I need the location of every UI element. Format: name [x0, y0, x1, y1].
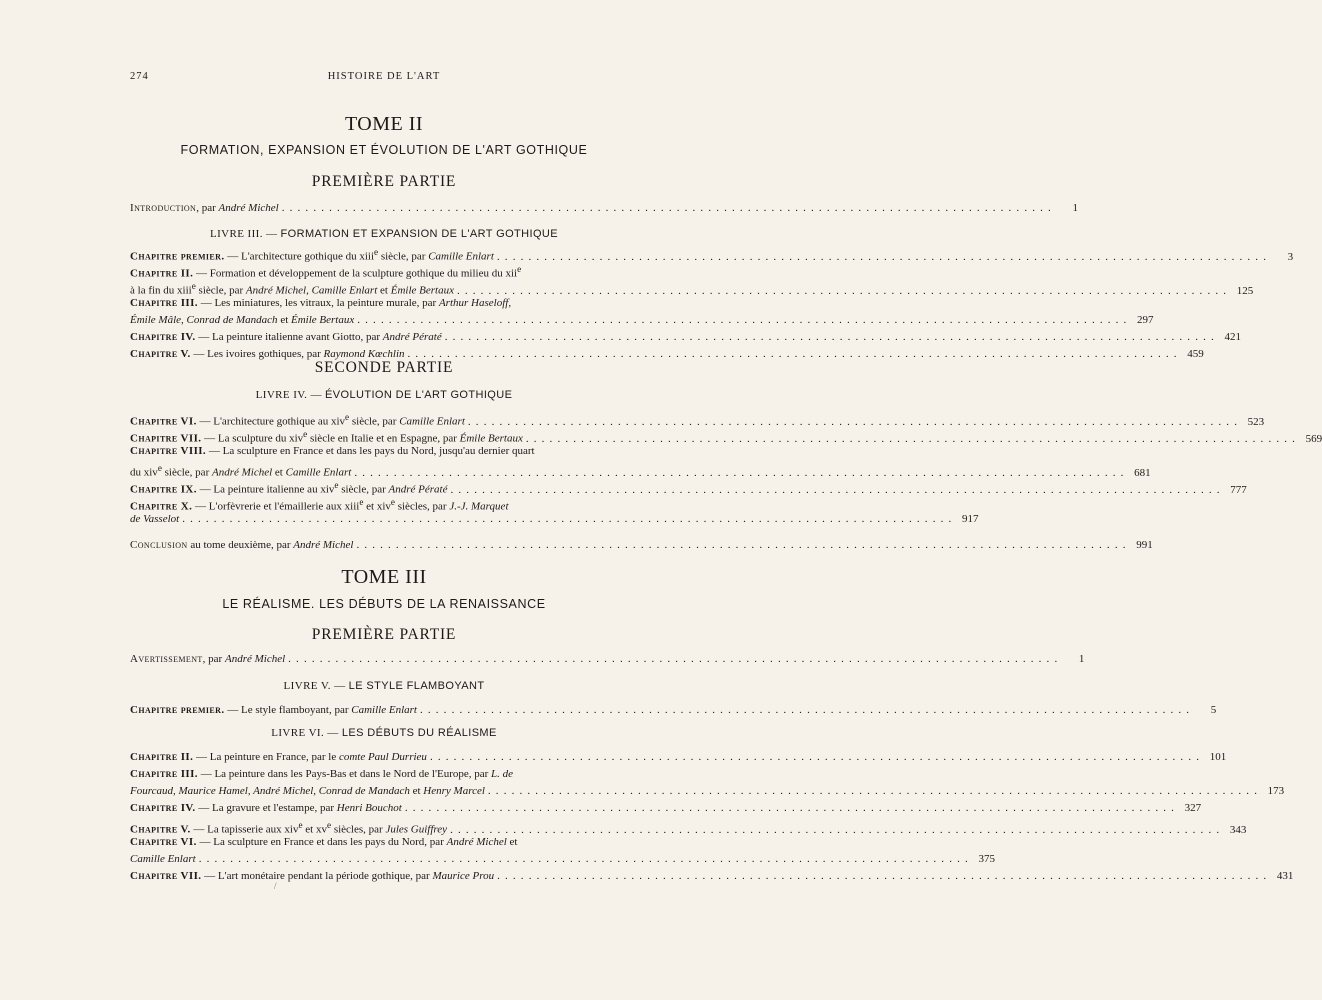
entry-label: Chapitre II.	[130, 751, 194, 763]
entry-page: 991	[1136, 539, 1153, 551]
leader-dots	[402, 800, 1175, 817]
tome2-partie2-heading: SECONDE PARTIE	[314, 359, 454, 376]
tome2-partie1-heading: PREMIÈRE PARTIE	[311, 173, 457, 190]
entry-page: 569	[1305, 432, 1322, 445]
livre-number: LIVRE VI. —	[271, 727, 342, 739]
entry-author: J.-J. Marquet	[449, 500, 509, 513]
entry-author: Arthur Haseloff,	[438, 297, 512, 309]
entry-text: et xiv	[363, 500, 391, 513]
tome3-partie1-heading: PREMIÈRE PARTIE	[311, 626, 457, 643]
leader-dots	[285, 651, 1058, 668]
entry-author: Camille Enlart	[351, 704, 417, 716]
livre-number: LIVRE III. —	[209, 228, 281, 240]
entry-text: et	[277, 314, 292, 326]
entry-page: 101	[1209, 751, 1227, 763]
toc-entry-t3-ch2	[130, 749, 1227, 766]
tome2-title: TOME II	[344, 113, 424, 135]
entry-text: et xv	[302, 823, 327, 836]
entry-text: et	[272, 466, 286, 479]
entry-author: Henri Bouchot	[336, 802, 402, 814]
livre5-heading	[130, 680, 638, 692]
entry-label: Chapitre V.	[130, 823, 191, 836]
entry-author: Raymond Kœchlin	[323, 348, 405, 360]
entry-author: Camille Enlart	[130, 853, 196, 865]
entry-text: et	[409, 785, 424, 797]
entry-text: — Formation et développement de la sculpture gothique du milieu du xii	[193, 267, 518, 280]
entry-author: Jules Guiffrey	[385, 823, 448, 836]
running-title: HISTOIRE DE L'ART	[327, 71, 441, 82]
livre6-heading	[130, 727, 638, 739]
entry-author: Camille Enlart	[428, 250, 494, 263]
entry-text: siècles, par	[394, 500, 450, 513]
entry-author: Émile Bertaux	[291, 314, 355, 326]
toc-entry-t3-ch3	[130, 766, 1285, 800]
entry-text: — La sculpture en France et dans les pays du Nord, par	[196, 836, 447, 848]
entry-label: Chapitre VII.	[130, 432, 202, 445]
superscript: e	[298, 820, 303, 830]
entry-author: Maurice Prou	[432, 870, 495, 882]
entry-label: Chapitre IV.	[130, 802, 196, 814]
entry-page: 3	[1287, 250, 1294, 263]
entry-label: Chapitre X.	[130, 500, 193, 513]
entry-text: — L'architecture gothique au xiv	[196, 415, 346, 428]
leader-dots	[494, 868, 1267, 885]
entry-text: , par	[202, 653, 225, 665]
toc-entry-avertissement	[130, 651, 1085, 668]
entry-author: Émile Mâle, Conrad de Mandach	[130, 314, 278, 326]
livre-title: ÉVOLUTION DE L'ART GOTHIQUE	[325, 389, 513, 401]
entry-text: — L'art monétaire pendant la période gothique, par	[201, 870, 433, 882]
entry-author: André Michel	[293, 539, 354, 551]
leader-dots	[485, 783, 1258, 800]
entry-page: 327	[1184, 802, 1202, 814]
entry-page: 5	[1210, 704, 1217, 716]
entry-label: Chapitre premier.	[130, 250, 225, 263]
entry-author: André Michel	[224, 653, 286, 665]
entry-author: André Michel	[218, 202, 279, 214]
entry-text: siècle, par	[349, 415, 400, 428]
entry-text: — La peinture italienne au xiv	[196, 483, 335, 496]
livre-title: LES DÉBUTS DU RÉALISME	[341, 727, 497, 739]
entry-text: — La sculpture du xiv	[201, 432, 304, 445]
entry-text: — La sculpture en France et dans les pays du Nord, jusqu'au dernier quart	[206, 445, 535, 457]
tome3-subtitle: LE RÉALISME. LES DÉBUTS DE LA RENAISSANCE	[222, 597, 546, 611]
entry-author: André Michel, Camille Enlart	[245, 284, 378, 297]
livre-title: FORMATION ET EXPANSION DE L'ART GOTHIQUE	[280, 228, 559, 240]
entry-author: André Michel	[211, 466, 273, 479]
entry-page: 1	[1078, 653, 1085, 665]
entry-label: Chapitre VI.	[130, 836, 197, 848]
entry-label: Chapitre IV.	[130, 331, 196, 343]
superscript: e	[334, 480, 339, 490]
entry-text: — Le style flamboyant, par	[224, 704, 352, 716]
entry-text: du xiv	[130, 466, 158, 479]
livre3-heading	[130, 228, 638, 240]
toc-entry-t3-ch4	[130, 800, 1202, 817]
toc-entry-t2-ch1	[130, 244, 1294, 263]
entry-text: — Les ivoires gothiques, par	[190, 348, 324, 360]
stray-mark: /	[274, 881, 277, 891]
toc-entry-t3-ch6	[130, 834, 995, 868]
livre-title: LE STYLE FLAMBOYANT	[348, 680, 485, 692]
leader-dots	[196, 851, 969, 868]
entry-author: Camille Enlart	[399, 415, 465, 428]
leader-dots	[353, 537, 1126, 554]
running-head	[130, 71, 638, 85]
toc-entry-t2-ch7	[130, 426, 1322, 445]
toc-entry-conclusion	[130, 537, 1153, 554]
toc-entry-t2-ch8	[130, 443, 1151, 479]
entry-page: 777	[1230, 483, 1247, 496]
superscript: e	[327, 820, 332, 830]
entry-text: — La tapisserie aux xiv	[190, 823, 299, 836]
entry-label: Chapitre VI.	[130, 415, 197, 428]
entry-text: siècle, par	[195, 284, 246, 297]
entry-label: Chapitre premier.	[130, 704, 225, 716]
entry-text: — La peinture dans les Pays-Bas et dans le Nord de l'Europe, par	[197, 768, 492, 780]
livre-number: LIVRE V. —	[283, 680, 349, 692]
entry-author: André Michel	[446, 836, 507, 848]
entry-author: de Vasselot	[130, 513, 180, 525]
entry-author: Fourcaud, Maurice Hamel, André Michel, Conrad de Mandach	[130, 785, 410, 797]
entry-page: 375	[978, 853, 995, 865]
entry-author: Émile Bertaux	[459, 432, 523, 445]
entry-page: 431	[1276, 870, 1294, 882]
entry-page: 917	[961, 513, 979, 525]
entry-text: — L'orfèvrerie et l'émaillerie aux xiii	[192, 500, 360, 513]
entry-page: 421	[1224, 331, 1241, 343]
entry-label: Chapitre VII.	[130, 870, 202, 882]
entry-author: André Pératé	[382, 331, 442, 343]
tome3-title: TOME III	[341, 566, 427, 588]
entry-author: Émile Bertaux	[390, 284, 454, 297]
toc-entry-t2-ch3	[130, 295, 1154, 329]
toc-entry-t3-ch5	[130, 817, 1247, 836]
leader-dots	[179, 511, 952, 528]
superscript: e	[517, 264, 522, 274]
entry-page: 173	[1267, 785, 1285, 797]
tome2-subtitle: FORMATION, EXPANSION ET ÉVOLUTION DE L'ART GOTHIQUE	[180, 143, 588, 157]
leader-dots	[427, 749, 1200, 766]
entry-text: au tome deuxième, par	[187, 539, 294, 551]
entry-text: — L'architecture gothique du xiii	[224, 250, 375, 263]
entry-text: — La gravure et l'estampe, par	[195, 802, 337, 814]
entry-author: Camille Enlart	[285, 466, 352, 479]
entry-label: Chapitre III.	[130, 297, 198, 309]
superscript: e	[345, 412, 350, 422]
superscript: e	[303, 429, 308, 439]
entry-label: Chapitre V.	[130, 348, 191, 360]
entry-author: L. de	[491, 768, 514, 780]
superscript: e	[374, 247, 379, 257]
entry-page: 1	[1072, 202, 1078, 214]
superscript: e	[390, 497, 395, 507]
entry-label: Introduction	[130, 202, 197, 214]
entry-text: et	[506, 836, 518, 848]
entry-text: — Les miniatures, les vitraux, la peinture murale, par	[197, 297, 439, 309]
toc-entry-t2-ch10	[130, 494, 979, 528]
toc-entry-t2-ch4	[130, 329, 1241, 346]
entry-page: 681	[1134, 466, 1151, 479]
toc-entry-t2-ch6	[130, 409, 1265, 428]
entry-label: Chapitre VIII.	[130, 445, 207, 457]
entry-text: et	[377, 284, 391, 297]
entry-text: siècle, par	[378, 250, 429, 263]
entry-text: — La peinture en France, par le	[193, 751, 339, 763]
livre-number: LIVRE IV. —	[255, 389, 326, 401]
entry-page: 523	[1247, 415, 1265, 428]
entry-label: Conclusion	[130, 539, 188, 551]
entry-label: Chapitre IX.	[130, 483, 197, 496]
entry-author: comte Paul Durrieu	[338, 751, 427, 763]
leader-dots	[417, 702, 1190, 719]
entry-label: Chapitre II.	[130, 267, 194, 280]
entry-page: 125	[1236, 284, 1254, 297]
toc-entry-t3-ch1	[130, 702, 1217, 719]
entry-page: 343	[1229, 823, 1247, 836]
leader-dots	[354, 312, 1127, 329]
entry-page: 459	[1187, 348, 1204, 360]
page-number: 274	[130, 71, 149, 82]
entry-text: — La peinture italienne avant Giotto, par	[195, 331, 383, 343]
toc-entry-introduction	[130, 200, 1078, 217]
entry-author: Henry Marcel	[423, 785, 485, 797]
superscript: e	[359, 497, 364, 507]
livre4-heading	[130, 389, 638, 401]
entry-text: , par	[196, 202, 219, 214]
entry-author: André Pératé	[388, 483, 448, 496]
entry-text: siècle, par	[338, 483, 389, 496]
leader-dots	[442, 329, 1215, 346]
superscript: e	[157, 463, 162, 473]
entry-text: siècle, par	[161, 466, 212, 479]
entry-text: siècle en Italie et en Espagne, par	[307, 432, 460, 445]
entry-label: Chapitre III.	[130, 768, 198, 780]
entry-text: siècles, par	[331, 823, 386, 836]
entry-page: 297	[1137, 314, 1154, 326]
entry-text: à la fin du xiii	[130, 284, 192, 297]
superscript: e	[191, 281, 196, 291]
toc-entry-t3-ch7	[130, 868, 1294, 885]
toc-entry-t2-ch9	[130, 477, 1247, 496]
leader-dots	[279, 200, 1052, 217]
toc-entry-t2-ch2	[130, 261, 1254, 297]
leader-dots	[523, 431, 1296, 448]
entry-label: Avertissement	[130, 653, 203, 665]
